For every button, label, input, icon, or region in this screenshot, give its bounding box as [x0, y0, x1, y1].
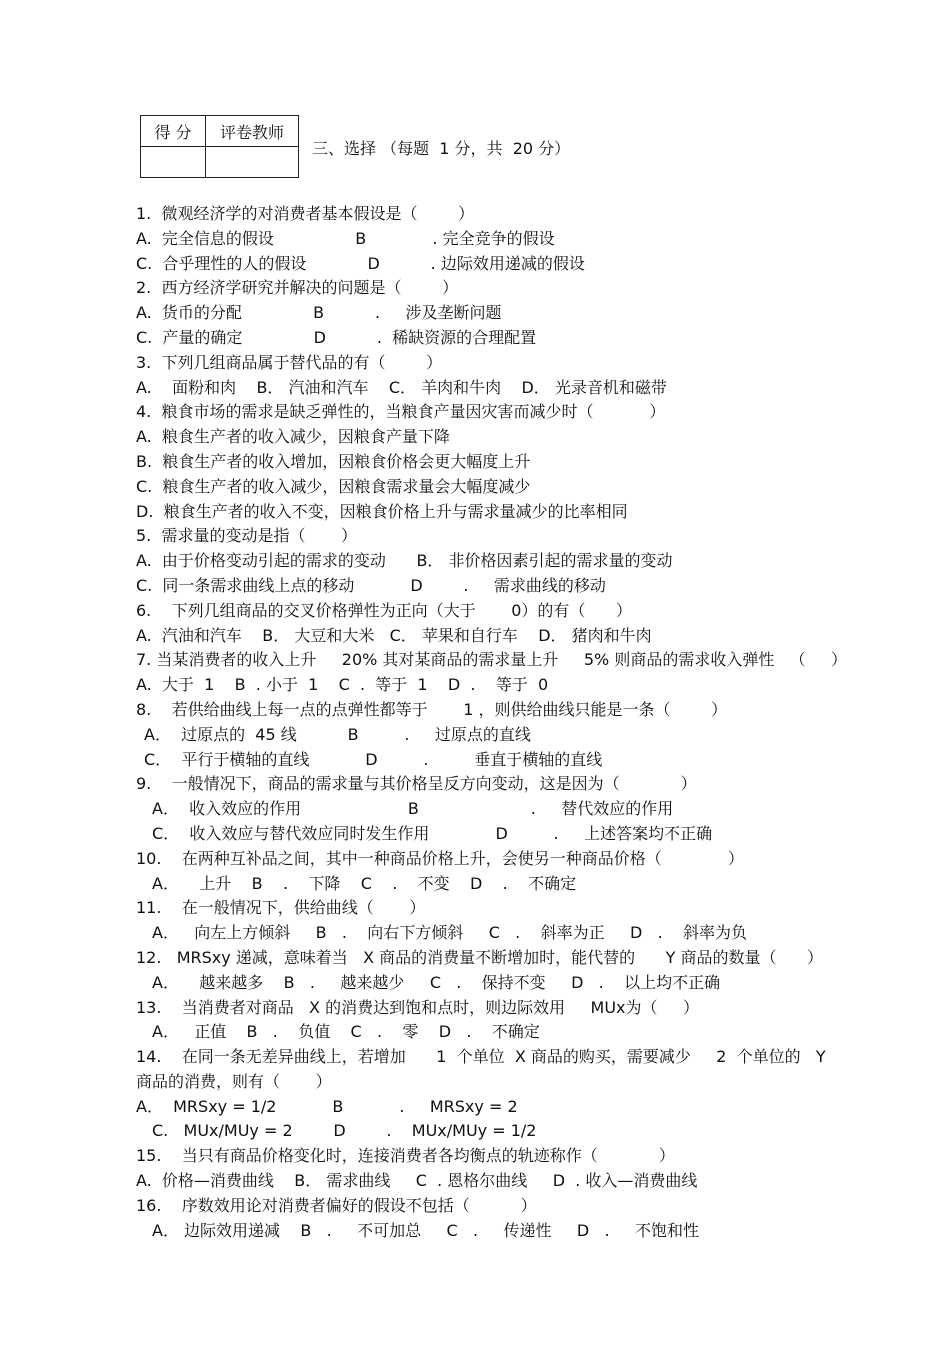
score-label: 得 分	[141, 116, 206, 147]
question-line: C. 同一条需求曲线上点的移动 D . 需求曲线的移动	[136, 575, 606, 595]
teacher-cell[interactable]	[206, 147, 299, 178]
score-table-blank-row	[141, 147, 299, 178]
teacher-label: 评卷教师	[206, 116, 299, 147]
score-cell[interactable]	[141, 147, 206, 178]
question-line: 12. MRSxy 递减，意味着当 X 商品的消费量不断增加时，能代替的 Y 商品的数量（ ）	[136, 947, 824, 967]
score-table	[140, 115, 299, 178]
question-line: A． 正值 B . 负值 C . 零 D . 不确定	[152, 1022, 540, 1042]
question-line: A. 由于价格变动引起的需求的变动 B． 非价格因素引起的需求量的变动	[136, 551, 673, 571]
question-line: B. 粮食生产者的收入增加，因粮食价格会更大幅度上升	[136, 451, 531, 471]
question-line: 3. 下列几组商品属于替代品的有（ ）	[136, 352, 443, 372]
question-line: 2. 西方经济学研究并解决的问题是（ ）	[136, 278, 459, 298]
question-line: 5. 需求量的变动是指（ ）	[136, 526, 358, 546]
question-line: 7. 当某消费者的收入上升 20% 其对某商品的需求量上升 5% 则商品的需求收入弹性 （ ）	[136, 650, 848, 670]
question-line: A. 大于 1 B . 小于 1 C . 等于 1 D . 等于 0	[136, 675, 549, 695]
question-line: 4. 粮食市场的需求是缺乏弹性的，当粮食产量因灾害而减少时（ ）	[136, 402, 666, 422]
question-line: C. MUx/MUy = 2 D . MUx/MUy = 1/2	[152, 1121, 537, 1141]
question-line: C． 收入效应与替代效应同时发生作用 D . 上述答案均不正确	[152, 823, 713, 843]
question-line: 6. 下列几组商品的交叉价格弹性为正向（大于 0）的有（ ）	[136, 600, 632, 620]
question-line: C． 平行于横轴的直线 D . 垂直于横轴的直线	[144, 749, 603, 769]
question-line: A. 完全信息的假设 B . 完全竞争的假设	[136, 228, 555, 248]
question-line: A． 上升 B . 下降 C . 不变 D . 不确定	[152, 873, 577, 893]
question-line: A. 汽油和汽车 B． 大豆和大米 C． 苹果和自行车 D． 猪肉和牛肉	[136, 625, 652, 645]
question-line: 9. 一般情况下，商品的需求量与其价格呈反方向变动，这是因为（ ）	[136, 774, 697, 794]
score-table-header-row	[141, 116, 299, 147]
question-list	[136, 202, 896, 1243]
question-line: A． 向左上方倾斜 B . 向右下方倾斜 C . 斜率为正 D . 斜率为负	[152, 923, 748, 943]
question-line: D. 粮食生产者的收入不变，因粮食价格上升与需求量减少的比率相同	[136, 501, 628, 521]
question-line: 商品的消费，则有（ ）	[136, 1071, 332, 1091]
question-line: A． 过原点的 45 线 B . 过原点的直线	[144, 724, 531, 744]
question-line: 1. 微观经济学的对消费者基本假设是（ ）	[136, 204, 475, 223]
question-line: A． 越来越多 B . 越来越少 C . 保持不变 D . 以上均不正确	[152, 972, 721, 992]
question-line: A． MRSxy = 1/2 B . MRSxy = 2	[136, 1096, 518, 1116]
question-line: A. 货币的分配 B . 涉及垄断问题	[136, 303, 502, 323]
question-line: C. 粮食生产者的收入减少，因粮食需求量会大幅度减少	[136, 476, 531, 496]
question-line: A. 面粉和肉 B． 汽油和汽车 C． 羊肉和牛肉 D． 光录音机和磁带	[136, 377, 667, 397]
question-line: 11. 在一般情况下，供给曲线（ ）	[136, 898, 426, 918]
question-line: A. 价格—消费曲线 B． 需求曲线 C . 恩格尔曲线 D . 收入—消费曲线	[136, 1171, 698, 1191]
question-line: 8. 若供给曲线上每一点的点弹性都等于 1 ，则供给曲线只能是一条（ ）	[136, 699, 728, 719]
question-line: A． 边际效用递减 B . 不可加总 C . 传递性 D . 不饱和性	[152, 1220, 700, 1240]
question-line: 16. 序数效用论对消费者偏好的假设不包括（ ）	[136, 1195, 537, 1215]
question-line: 10. 在两种互补品之间，其中一种商品价格上升，会使另一种商品价格（ ）	[136, 848, 744, 868]
question-line: 15. 当只有商品价格变化时，连接消费者各均衡点的轨迹称作（ ）	[136, 1146, 675, 1166]
question-line: 14. 在同一条无差异曲线上，若增加 1 个单位 X 商品的购买，需要减少 2 个单位的 Y	[136, 1047, 826, 1067]
section-title: 三、选择 （每题 1 分，共 20 分）	[312, 139, 571, 158]
question-line: 13. 当消费者对商品 X 的消费达到饱和点时，则边际效用 MUx为（ ）	[136, 997, 699, 1017]
question-line: A. 粮食生产者的收入减少，因粮食产量下降	[136, 427, 450, 447]
question-line: C. 产量的确定 D . 稀缺资源的合理配置	[136, 327, 537, 347]
question-line: C. 合乎理性的人的假设 D . 边际效用递减的假设	[136, 253, 585, 273]
question-line: A． 收入效应的作用 B . 替代效应的作用	[152, 799, 674, 819]
